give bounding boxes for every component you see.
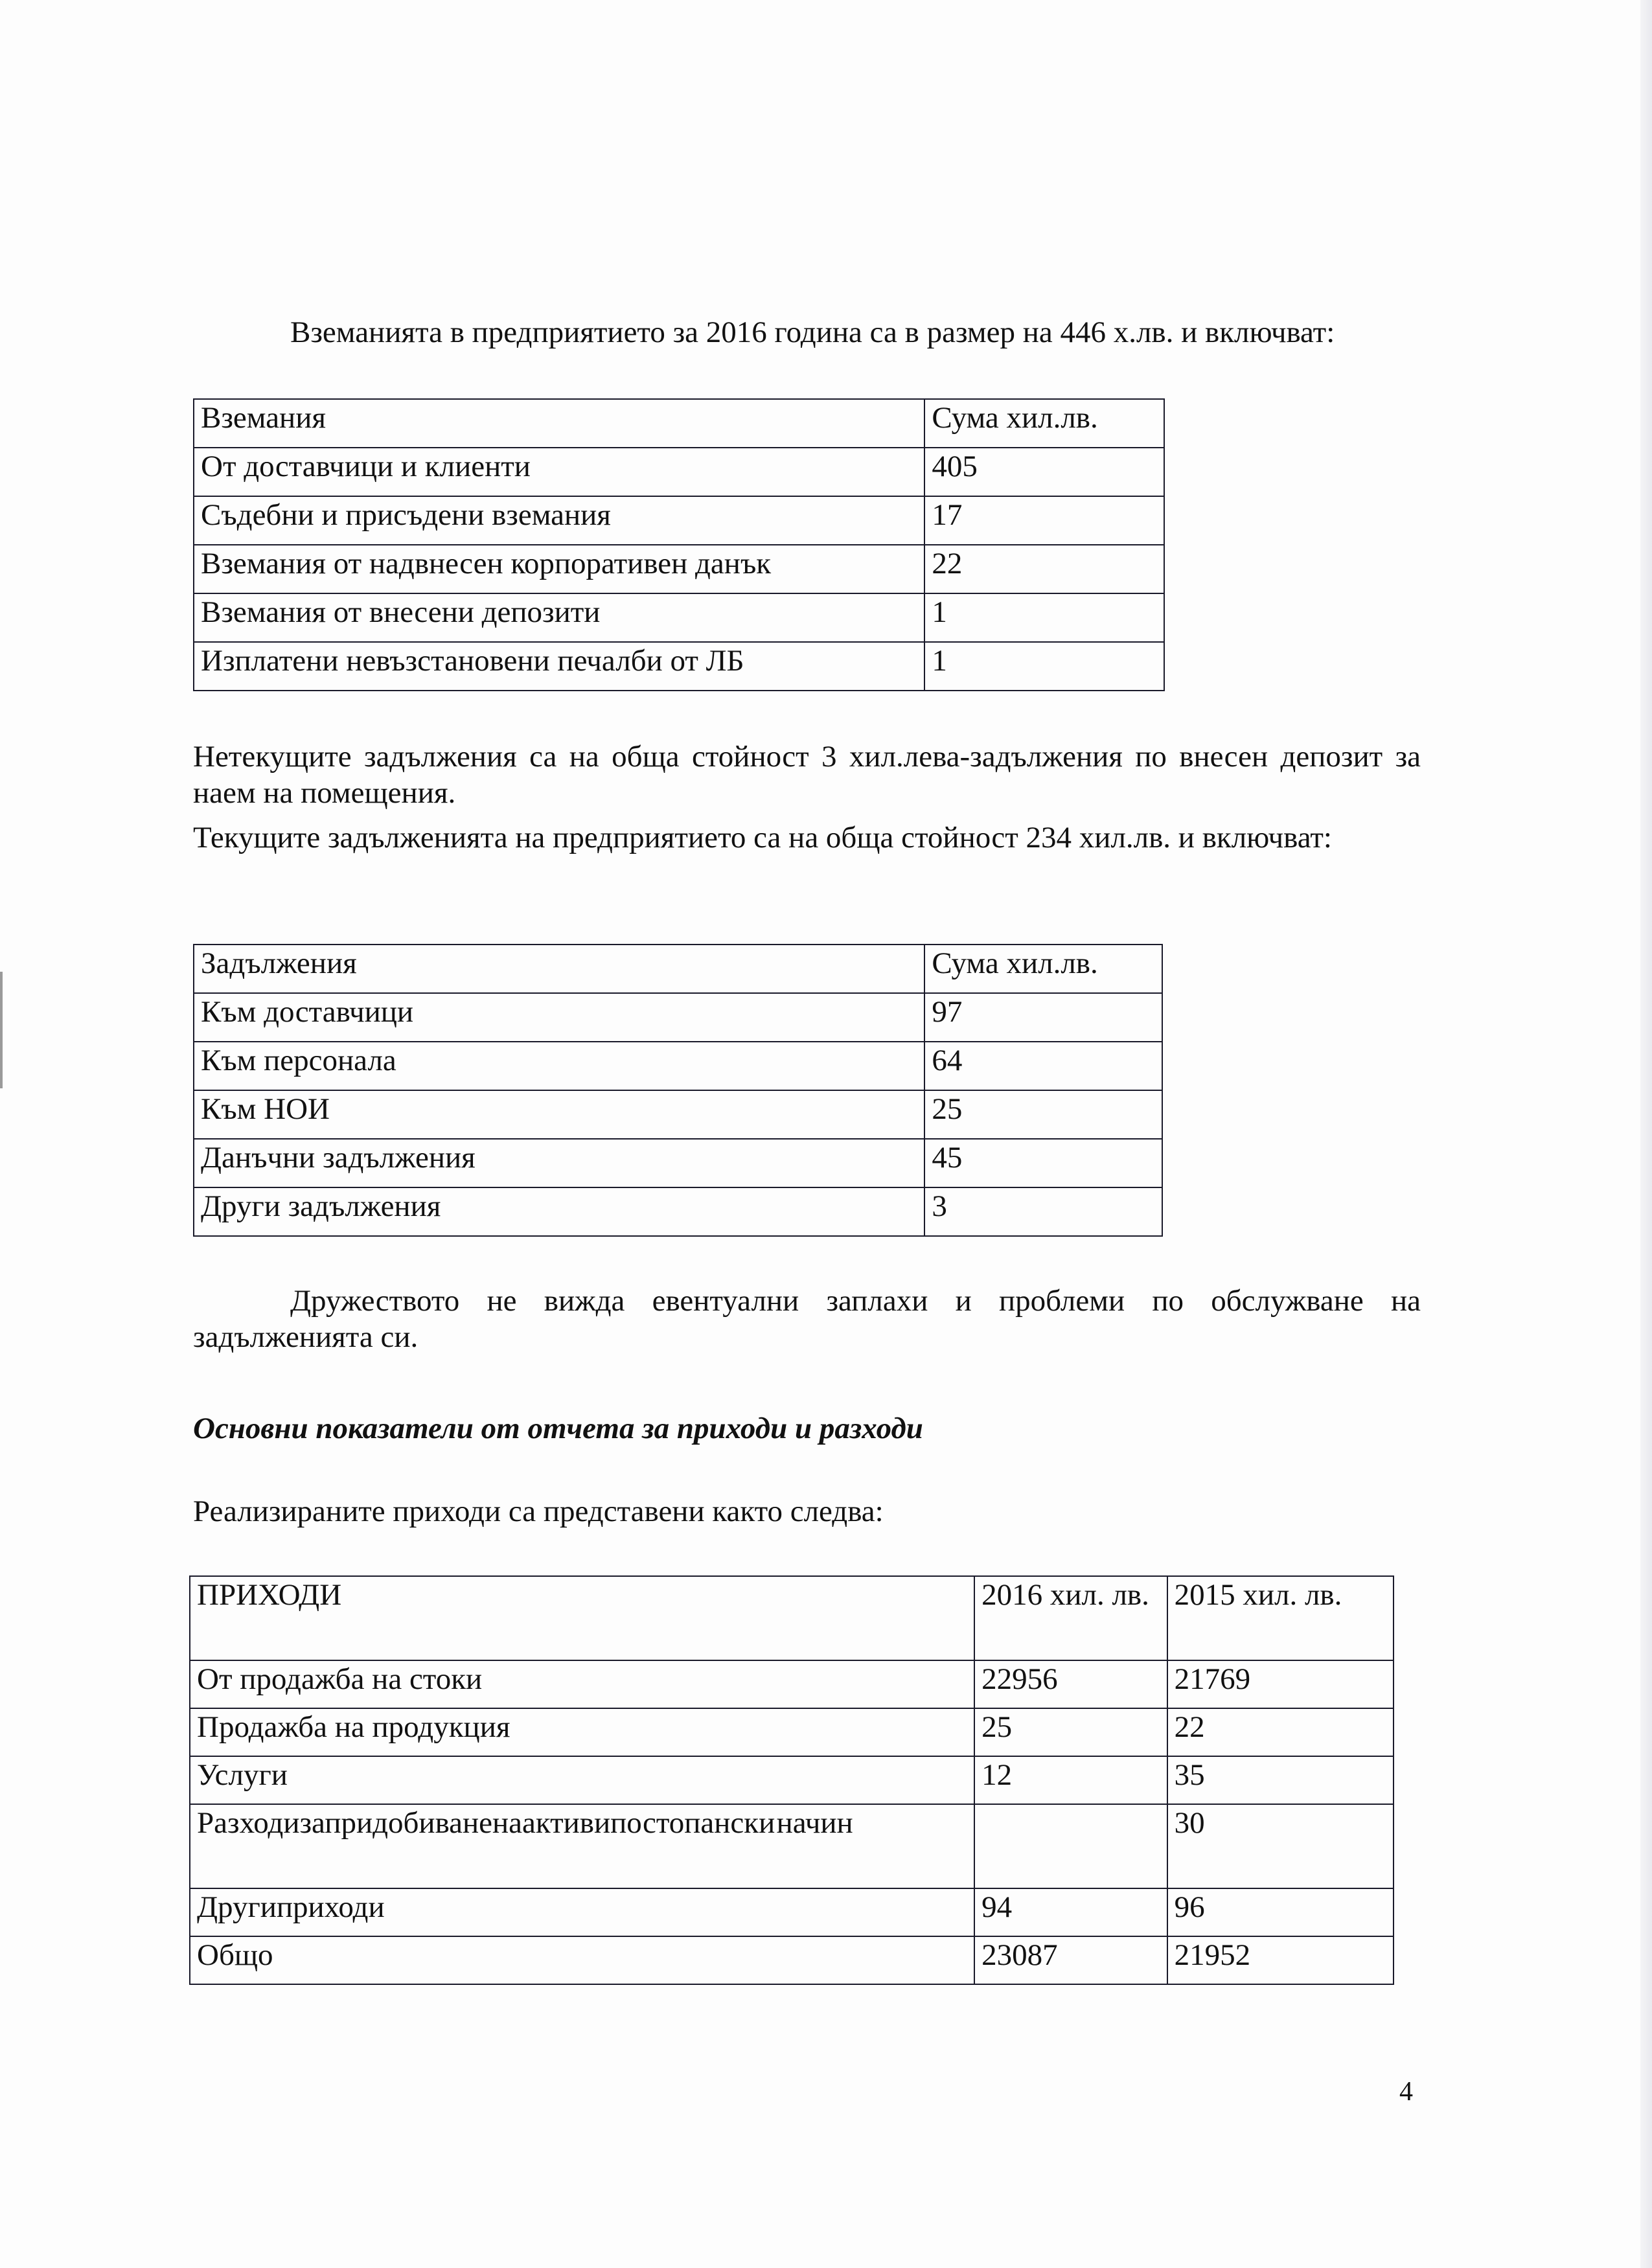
revenue-cell-2016: 22956 (974, 1660, 1167, 1708)
revenue-cell-2016: 25 (974, 1708, 1167, 1756)
revenue-cell-label: Общо (190, 1936, 974, 1984)
table-header-row (194, 945, 1162, 993)
table-row (194, 545, 1164, 593)
receivables-cell-amount: 405 (924, 448, 1164, 496)
liabilities-cell-name: Данъчни задължения (194, 1139, 924, 1187)
revenue-header-2016: 2016 хил. лв. (974, 1576, 1167, 1660)
liabilities-header-amount: Сума хил.лв. (924, 945, 1162, 993)
table-row-total (190, 1936, 1394, 1984)
liabilities-header-name: Задължения (194, 945, 924, 993)
revenue-cell-2016: 12 (974, 1756, 1167, 1804)
revenue-cell-2016: 94 (974, 1888, 1167, 1936)
receivables-cell-amount: 1 (924, 593, 1164, 642)
receivables-cell-amount: 17 (924, 496, 1164, 545)
receivables-cell-name: Съдебни и присъдени вземания (194, 496, 924, 545)
table-row (190, 1708, 1394, 1756)
table-header-row (194, 399, 1164, 448)
liabilities-cell-amount: 64 (924, 1042, 1162, 1090)
revenue-cell-label: От продажба на стоки (190, 1660, 974, 1708)
revenue-cell-2015: 21952 (1167, 1936, 1394, 1984)
scan-edge-right (1640, 0, 1652, 2268)
receivables-cell-name: Изплатени невъзстановени печалби от ЛБ (194, 642, 924, 691)
table-row (194, 1187, 1162, 1236)
receivables-intro: Вземанията в предприятието за 2016 година са в размер на 446 х.лв. и включват: (290, 315, 1335, 349)
table-row (194, 593, 1164, 642)
receivables-cell-amount: 22 (924, 545, 1164, 593)
liabilities-cell-name: Към персонала (194, 1042, 924, 1090)
table-row (190, 1888, 1394, 1936)
revenue-cell-2015: 30 (1167, 1804, 1394, 1888)
liabilities-cell-name: Към доставчици (194, 993, 924, 1042)
liabilities-cell-amount: 25 (924, 1090, 1162, 1139)
receivables-cell-name: Вземания от внесени депозити (194, 593, 924, 642)
table-row (194, 642, 1164, 691)
scan-edge-left (0, 972, 3, 1088)
receivables-header-amount: Сума хил.лв. (924, 399, 1164, 448)
revenue-table (189, 1575, 1394, 1985)
receivables-cell-amount: 1 (924, 642, 1164, 691)
revenue-cell-2016: 23087 (974, 1936, 1167, 1984)
revenue-cell-2015: 96 (1167, 1888, 1394, 1936)
liabilities-cell-amount: 45 (924, 1139, 1162, 1187)
revenue-cell-2015: 21769 (1167, 1660, 1394, 1708)
table-row (194, 1090, 1162, 1139)
liabilities-cell-name: Други задължения (194, 1187, 924, 1236)
threats-text: Дружеството не вижда евентуални заплахи и проблеми по обслужване на задълженията си. (193, 1284, 1421, 1354)
revenue-cell-label: Разходизапридобиваненаактивипостопански начин (190, 1804, 974, 1888)
revenue-header-label: ПРИХОДИ (190, 1576, 974, 1660)
revenue-header-2015: 2015 хил. лв. (1167, 1576, 1394, 1660)
page-number: 4 (1399, 2077, 1413, 2107)
table-row (190, 1660, 1394, 1708)
receivables-cell-name: От доставчици и клиенти (194, 448, 924, 496)
revenue-cell-label: Услуги (190, 1756, 974, 1804)
revenue-cell-2015: 22 (1167, 1708, 1394, 1756)
table-row (194, 496, 1164, 545)
liabilities-cell-name: Към НОИ (194, 1090, 924, 1139)
revenue-intro: Реализираните приходи са представени както следва: (193, 1495, 884, 1528)
section-heading: Основни показатели от отчета за приходи и разходи (193, 1412, 923, 1445)
receivables-table (193, 398, 1165, 691)
receivables-header-name: Вземания (194, 399, 924, 448)
table-row (194, 1042, 1162, 1090)
table-row (194, 448, 1164, 496)
revenue-cell-label: Другиприходи (190, 1888, 974, 1936)
current-liabilities-intro: Текущите задълженията на предприятието са на обща стойност 234 хил.лв. и включват: (193, 821, 1332, 854)
noncurrent-liabilities-text: Нетекущите задължения са на обща стойност 3 хил.лева-задължения по внесен депозит за наем на помещения. (193, 740, 1421, 810)
revenue-cell-2016 (974, 1804, 1167, 1888)
table-row (190, 1756, 1394, 1804)
liabilities-cell-amount: 97 (924, 993, 1162, 1042)
table-row (194, 1139, 1162, 1187)
table-header-row (190, 1576, 1394, 1660)
liabilities-table (193, 944, 1163, 1237)
revenue-cell-2015: 35 (1167, 1756, 1394, 1804)
table-row (194, 993, 1162, 1042)
receivables-cell-name: Вземания от надвнесен корпоративен данък (194, 545, 924, 593)
revenue-cell-label: Продажба на продукция (190, 1708, 974, 1756)
liabilities-cell-amount: 3 (924, 1187, 1162, 1236)
table-row (190, 1804, 1394, 1888)
